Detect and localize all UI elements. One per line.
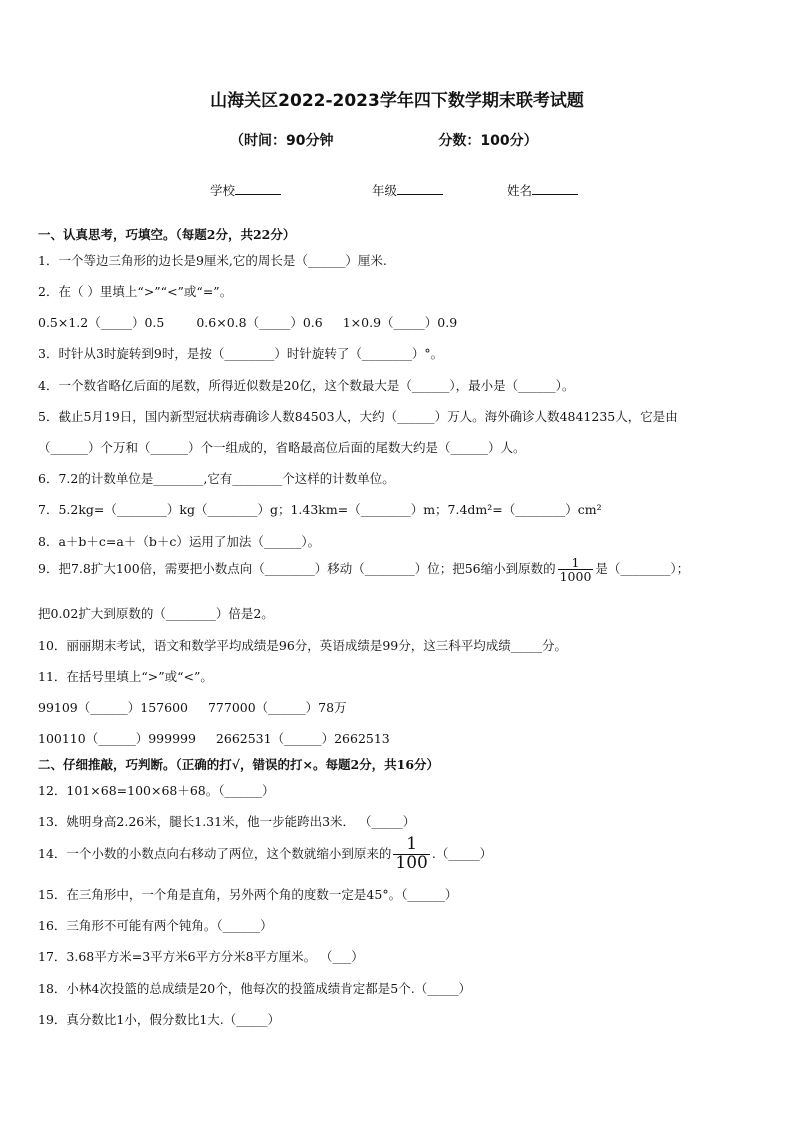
- question-11c: 100110（______）999999: [38, 731, 196, 746]
- question-11-row-1: [38, 698, 347, 716]
- school-label: 学校: [210, 183, 236, 198]
- question-11-row-2: [38, 729, 390, 747]
- grade-label: 年级: [372, 183, 398, 198]
- question-3: 3．时针从3时旋转到9时，是按（________）时针旋转了（________）°。: [38, 346, 444, 361]
- question-17: 17．3.68平方米=3平方米6平方分米8平方厘米。 （___）: [38, 949, 364, 964]
- question-13: 13．姚明身高2.26米，腿长1.31米，他一步能跨出3米． （_____）: [38, 814, 416, 829]
- question-12: 12．101×68=100×68＋68。（______）: [38, 783, 275, 798]
- total-score: 分数：100分）: [438, 133, 538, 149]
- question-5-line-2: （______）个万和（______）个一组成的，省略最高位后面的尾数大约是（______）人。: [38, 440, 526, 455]
- fraction-denominator: 1000: [559, 569, 592, 585]
- question-2a: 0.5×1.2（_____）0.5: [38, 315, 165, 330]
- question-11: 11．在括号里填上“>”或“<”。: [38, 669, 213, 684]
- question-11d: 2662531（______）2662513: [215, 731, 390, 746]
- question-16: 16．三角形不可能有两个钝角。（______）: [38, 918, 273, 933]
- question-5-line-1: 5．截止5月19日，国内新型冠状病毒确诊人数84503人，大约（______）万人。海外确诊人数4841235人，它是由: [38, 409, 678, 424]
- question-2b: 0.6×0.8（_____）0.6: [196, 315, 323, 330]
- fraction-denominator: 100: [395, 852, 428, 873]
- exam-meta: [230, 130, 538, 150]
- question-14-tail: .（_____）: [431, 845, 493, 861]
- question-14-text: 14．一个小数的小数点向右移动了两位，这个数就缩小到原来的: [38, 845, 392, 861]
- question-1: 1．一个等边三角形的边长是9厘米,它的周长是（______）厘米.: [38, 253, 387, 268]
- fraction-numerator: 1: [393, 836, 429, 855]
- question-8: 8．a＋b＋c=a＋（b＋c）运用了加法（______）。: [38, 534, 321, 549]
- question-14: [38, 836, 492, 873]
- fraction-numerator: 1: [558, 556, 594, 570]
- question-4: 4．一个数省略亿后面的尾数，所得近似数是20亿，这个数最大是（______），最小是（______）。: [38, 378, 575, 393]
- question-10: 10．丽丽期末考试，语文和数学平均成绩是96分，英语成绩是99分，这三科平均成绩_____分。: [38, 638, 567, 653]
- question-19: 19．真分数比1小，假分数比1大.（_____）: [38, 1012, 281, 1027]
- time-limit: （时间：90分钟: [230, 133, 334, 149]
- question-18: 18．小林4次投篮的总成绩是20个，他每次的投篮成绩肯定都是5个.（_____）: [38, 981, 471, 996]
- name-label: 姓名: [507, 183, 533, 198]
- grade-field[interactable]: [372, 181, 443, 199]
- question-11a: 99109（______）157600: [38, 700, 188, 715]
- question-7: 7．5.2kg=（________）kg（________）g；1.43km=（________）m；7.4dm²=（________）cm²: [38, 502, 602, 517]
- question-2-items: [38, 313, 457, 331]
- question-9: [38, 556, 689, 583]
- question-2c: 1×0.9（_____）0.9: [342, 315, 458, 330]
- question-6: 6．7.2的计数单位是________,它有________个这样的计数单位。: [38, 471, 395, 486]
- page-title: 山海关区2022-2023学年四下数学期末联考试题: [210, 91, 584, 111]
- school-field[interactable]: [210, 181, 281, 199]
- name-field[interactable]: [507, 181, 578, 199]
- question-2: 2．在（ ）里填上“>”“<”或“=”。: [38, 284, 233, 299]
- section-2-heading: 二、仔细推敲，巧判断。（正确的打√，错误的打×。每题2分，共16分）: [38, 757, 440, 772]
- section-1-heading: 一、认真思考，巧填空。（每题2分，共22分）: [38, 227, 296, 242]
- fraction-1-100: [393, 836, 429, 873]
- question-9-line-2: 把0.02扩大到原数的（________）倍是2。: [38, 606, 274, 621]
- question-9-text: 9．把7.8扩大100倍，需要把小数点向（________）移动（________）位；把56缩小到原数的: [38, 561, 556, 577]
- question-11b: 777000（______）78万: [207, 700, 347, 715]
- fraction-1-1000: [558, 556, 594, 583]
- question-15: 15．在三角形中，一个角是直角，另外两个角的度数一定是45°。（______）: [38, 887, 458, 902]
- question-9-tail: 是（________）；: [595, 561, 690, 577]
